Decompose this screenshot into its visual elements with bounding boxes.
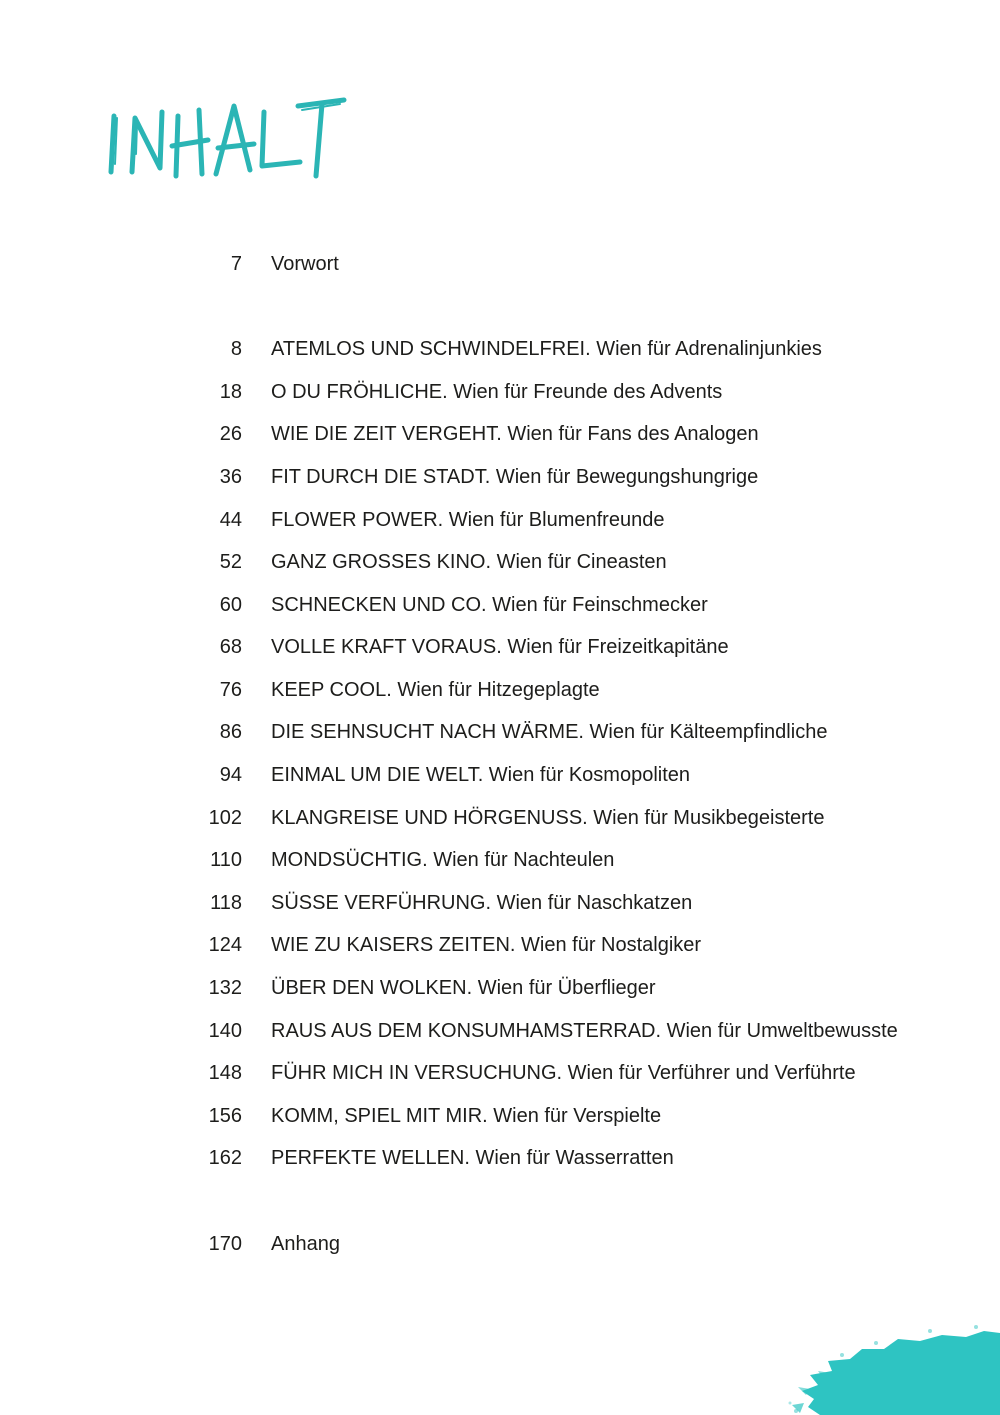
toc-entry[interactable] [0,547,1000,577]
toc-entry[interactable] [0,1101,1000,1131]
toc-page-number: 68 [219,636,242,658]
toc-page-number: 7 [230,253,242,275]
toc-entry-title: FLOWER POWER. Wien für Blumenfreunde [271,509,665,531]
toc-entry-title: ATEMLOS UND SCHWINDELFREI. Wien für Adrenalinjunkies [271,338,822,360]
toc-entry-title: SCHNECKEN UND CO. Wien für Feinschmecker [271,594,708,616]
toc-entry-title: KOMM, SPIEL MIT MIR. Wien für Verspielte [271,1105,662,1127]
toc-page-number: 52 [219,551,242,573]
toc-entry-title: O DU FRÖHLICHE. Wien für Freunde des Advents [271,381,723,403]
toc-page-number: 110 [210,849,242,871]
toc-entry-title: Vorwort [271,253,339,275]
toc-page-number: 102 [208,807,242,829]
toc-entry[interactable] [0,845,1000,875]
brush-stroke-decoration [780,1315,1000,1415]
toc-page-number: 76 [219,679,242,701]
toc-entry-title: WIE DIE ZEIT VERGEHT. Wien für Fans des Analogen [271,423,759,445]
toc-entry[interactable] [0,334,1000,364]
toc-entry[interactable] [0,973,1000,1003]
toc-entry[interactable] [0,249,1000,279]
toc-page-number: 124 [208,934,242,956]
toc-entry[interactable] [0,505,1000,535]
toc-entry-title: Anhang [271,1233,340,1255]
toc-entry[interactable] [0,888,1000,918]
toc-entry[interactable] [0,590,1000,620]
toc-entry[interactable] [0,462,1000,492]
toc-entry-title: KEEP COOL. Wien für Hitzegeplagte [271,679,600,701]
toc-entry-title: KLANGREISE UND HÖRGENUSS. Wien für Musikbegeisterte [271,807,825,829]
toc-entry[interactable] [0,377,1000,407]
toc-entry[interactable] [0,1229,1000,1259]
toc-page-number: 156 [208,1105,242,1127]
toc-entry-title: FIT DURCH DIE STADT. Wien für Bewegungshungrige [271,466,759,488]
toc-entry[interactable] [0,1143,1000,1173]
toc-entry-title: VOLLE KRAFT VORAUS. Wien für Freizeitkapitäne [271,636,729,658]
toc-page-number: 36 [219,466,242,488]
toc-entry-title: MONDSÜCHTIG. Wien für Nachteulen [271,849,615,871]
toc-page-number: 18 [219,381,242,403]
toc-entry-title: FÜHR MICH IN VERSUCHUNG. Wien für Verführer und Verführte [271,1062,856,1084]
toc-entry-title: EINMAL UM DIE WELT. Wien für Kosmopoliten [271,764,691,786]
toc-entry-title: GANZ GROSSES KINO. Wien für Cineasten [271,551,667,573]
toc-entry[interactable] [0,803,1000,833]
toc-entry-title: RAUS AUS DEM KONSUMHAMSTERRAD. Wien für Umweltbewusste [271,1020,898,1042]
toc-entry[interactable] [0,717,1000,747]
toc-page-number: 26 [219,423,242,445]
toc-page-number: 94 [219,764,242,786]
toc-page-number: 148 [208,1062,242,1084]
toc-entry-title: DIE SEHNSUCHT NACH WÄRME. Wien für Kälteempfindliche [271,721,828,743]
toc-entry[interactable] [0,930,1000,960]
toc-entry-title: WIE ZU KAISERS ZEITEN. Wien für Nostalgiker [271,934,702,956]
toc-page-number: 162 [208,1147,242,1169]
toc-entry[interactable] [0,1058,1000,1088]
toc-page-number: 118 [210,892,242,914]
toc-entry[interactable] [0,675,1000,705]
toc-page-number: 86 [219,721,242,743]
toc-entry[interactable] [0,632,1000,662]
toc-page-number: 44 [219,509,242,531]
toc-page-number: 170 [208,1233,242,1255]
toc-page-number: 132 [208,977,242,999]
toc-entry-title: SÜSSE VERFÜHRUNG. Wien für Naschkatzen [271,892,693,914]
toc-page-number: 8 [230,338,242,360]
toc-entry-title: PERFEKTE WELLEN. Wien für Wasserratten [271,1147,674,1169]
toc-entry-title: ÜBER DEN WOLKEN. Wien für Überflieger [271,977,656,999]
toc-entry[interactable] [0,1016,1000,1046]
toc-entry[interactable] [0,760,1000,790]
toc-page-number: 60 [219,594,242,616]
toc-page-number: 140 [208,1020,242,1042]
toc-entry[interactable] [0,419,1000,449]
